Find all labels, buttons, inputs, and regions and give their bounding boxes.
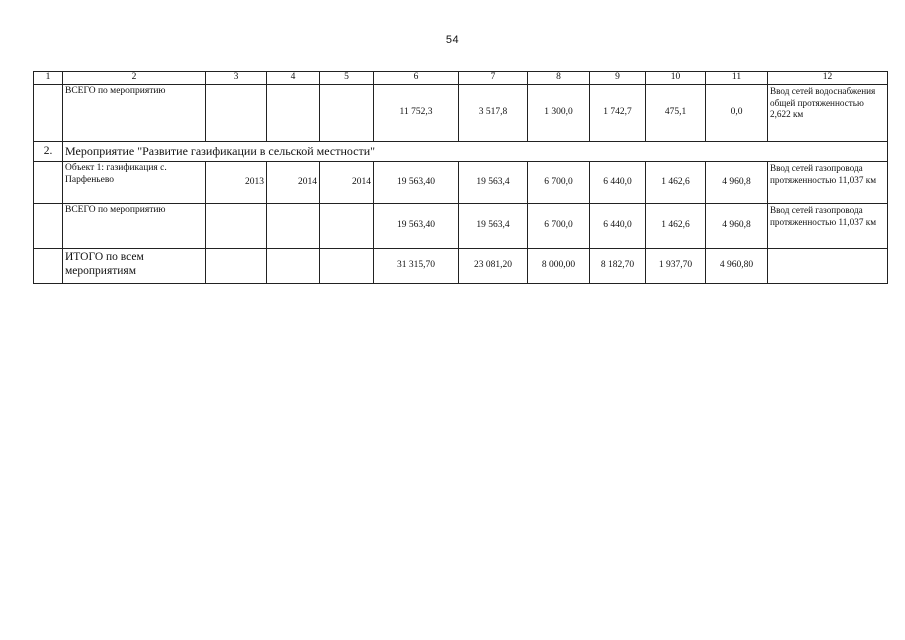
cell-c5: [320, 85, 374, 142]
cell-c6: 31 315,70: [374, 249, 459, 284]
cell-c9: 8 182,70: [590, 249, 646, 284]
cell-c6: 19 563,40: [374, 204, 459, 249]
cell-c11: 4 960,8: [706, 162, 768, 204]
cell-name: ИТОГО по всем мероприятиям: [63, 249, 206, 284]
cell-c3: 2013: [206, 162, 267, 204]
cell-c10: 1 462,6: [646, 204, 706, 249]
cell-c9: 1 742,7: [590, 85, 646, 142]
section-index: 2.: [34, 142, 63, 162]
cell-c8: 6 700,0: [528, 162, 590, 204]
cell-c3: [206, 249, 267, 284]
col-header-5: 5: [320, 72, 374, 85]
col-header-9: 9: [590, 72, 646, 85]
cell-c8: 8 000,00: [528, 249, 590, 284]
col-header-10: 10: [646, 72, 706, 85]
cell-c10: 1 462,6: [646, 162, 706, 204]
object-row-gas: [34, 162, 888, 204]
cell-c7: 3 517,8: [459, 85, 528, 142]
cell-c4: [267, 204, 320, 249]
page-number: 54: [445, 34, 460, 46]
cell-c5: [320, 249, 374, 284]
cell-name: Объект 1: газификация с. Парфеньево: [63, 162, 206, 204]
column-number-row: [34, 72, 888, 85]
cell-c6: 11 752,3: [374, 85, 459, 142]
program-table: [33, 71, 888, 284]
cell-c11: 4 960,80: [706, 249, 768, 284]
cell-c6: 19 563,40: [374, 162, 459, 204]
section-row-gas: [34, 142, 888, 162]
col-header-4: 4: [267, 72, 320, 85]
cell-name: ВСЕГО по мероприятию: [63, 204, 206, 249]
cell-c7: 19 563,4: [459, 204, 528, 249]
section-title: Мероприятие "Развитие газификации в сельской местности": [63, 142, 888, 162]
cell-note: Ввод сетей водоснабжения общей протяженностью 2,622 км: [768, 85, 888, 142]
cell-c8: 1 300,0: [528, 85, 590, 142]
cell-c7: 23 081,20: [459, 249, 528, 284]
cell-c7: 19 563,4: [459, 162, 528, 204]
cell-name: ВСЕГО по мероприятию: [63, 85, 206, 142]
cell-index: [34, 204, 63, 249]
cell-c8: 6 700,0: [528, 204, 590, 249]
col-header-11: 11: [706, 72, 768, 85]
cell-c3: [206, 85, 267, 142]
cell-note: [768, 249, 888, 284]
cell-c10: 1 937,70: [646, 249, 706, 284]
cell-c9: 6 440,0: [590, 162, 646, 204]
cell-note: Ввод сетей газопровода протяженностью 11,037 км: [768, 162, 888, 204]
cell-c11: 4 960,8: [706, 204, 768, 249]
cell-c5: [320, 204, 374, 249]
total-row-gas: [34, 204, 888, 249]
cell-c5: 2014: [320, 162, 374, 204]
col-header-6: 6: [374, 72, 459, 85]
cell-c9: 6 440,0: [590, 204, 646, 249]
cell-c11: 0,0: [706, 85, 768, 142]
cell-c4: [267, 85, 320, 142]
col-header-1: 1: [34, 72, 63, 85]
cell-index: [34, 85, 63, 142]
col-header-8: 8: [528, 72, 590, 85]
cell-index: [34, 249, 63, 284]
cell-note: Ввод сетей газопровода протяженностью 11,037 км: [768, 204, 888, 249]
cell-c10: 475,1: [646, 85, 706, 142]
total-row-water: [34, 85, 888, 142]
col-header-12: 12: [768, 72, 888, 85]
grand-total-row: [34, 249, 888, 284]
col-header-7: 7: [459, 72, 528, 85]
cell-c3: [206, 204, 267, 249]
col-header-3: 3: [206, 72, 267, 85]
cell-index: [34, 162, 63, 204]
col-header-2: 2: [63, 72, 206, 85]
cell-c4: 2014: [267, 162, 320, 204]
cell-c4: [267, 249, 320, 284]
